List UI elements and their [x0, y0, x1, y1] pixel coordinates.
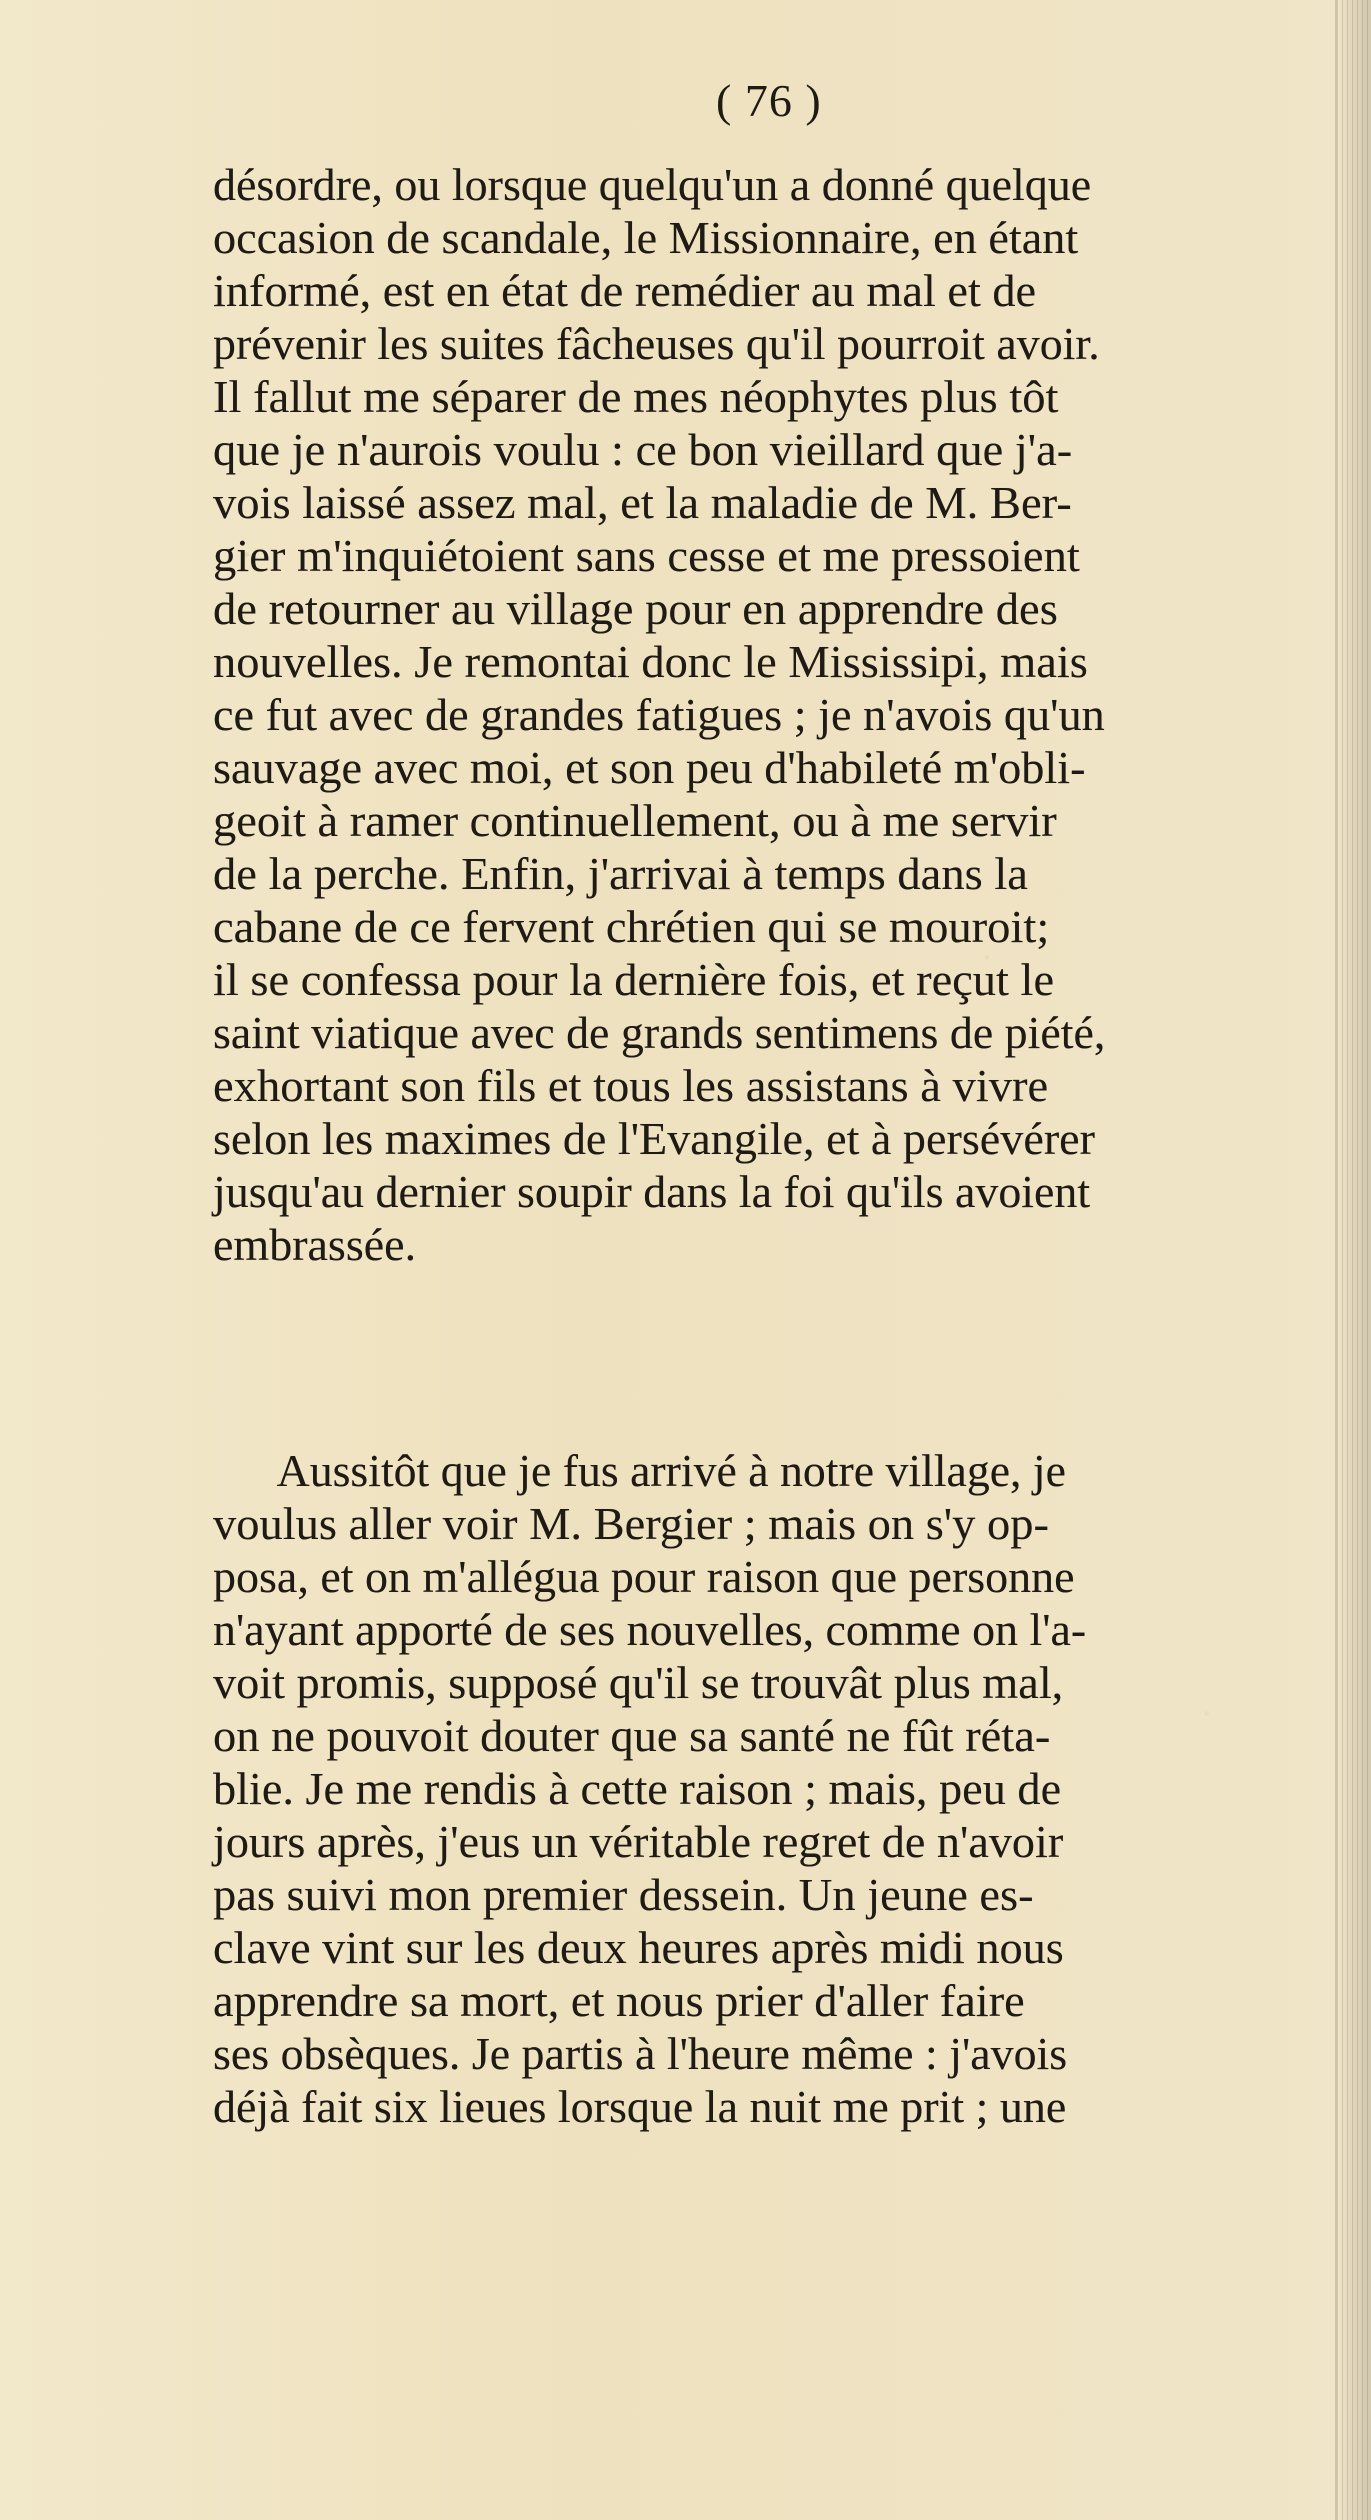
text-line: ses obsèques. Je partis à l'heure même : j'avois: [213, 2028, 1068, 2079]
text-line: informé, est en état de remédier au mal et de: [213, 265, 1037, 316]
text-line: apprendre sa mort, et nous prier d'aller faire: [213, 1975, 1025, 2026]
text-line: vois laissé assez mal, et la maladie de M. Ber-: [213, 477, 1072, 528]
text-line: prévenir les suites fâcheuses qu'il pourroit avoir.: [213, 318, 1100, 369]
text-line: clave vint sur les deux heures après midi nous: [213, 1922, 1064, 1973]
text-line: embrassée.: [213, 1219, 417, 1270]
text-line: saint viatique avec de grands sentimens de piété,: [213, 1007, 1106, 1058]
text-line: de la perche. Enfin, j'arrivai à temps dans la: [213, 848, 1028, 899]
page-number: ( 76 ): [716, 75, 822, 126]
text-line: nouvelles. Je remontai donc le Mississipi, mais: [213, 636, 1088, 687]
text-line: ce fut avec de grandes fatigues ; je n'avois qu'un: [213, 689, 1105, 740]
text-line: Il fallut me séparer de mes néophytes plus tôt: [213, 371, 1059, 422]
paragraph-two: [213, 1444, 1323, 2133]
paragraph-one: [213, 158, 1323, 1271]
text-line: occasion de scandale, le Missionnaire, en étant: [213, 212, 1079, 263]
text-line: pas suivi mon premier dessein. Un jeune es-: [213, 1869, 1034, 1920]
text-line: Aussitôt que je fus arrivé à notre village, je: [276, 1445, 1066, 1496]
text-line: il se confessa pour la dernière fois, et reçut le: [213, 954, 1055, 1005]
text-line: jours après, j'eus un véritable regret de n'avoir: [213, 1816, 1064, 1867]
text-line: on ne pouvoit douter que sa santé ne fût réta-: [213, 1710, 1051, 1761]
text-line: jusqu'au dernier soupir dans la foi qu'ils avoient: [213, 1166, 1091, 1217]
text-line: geoit à ramer continuellement, ou à me servir: [213, 795, 1057, 846]
text-line: déjà fait six lieues lorsque la nuit me prit ; une: [213, 2081, 1067, 2132]
text-line: sauvage avec moi, et son peu d'habileté m'obli-: [213, 742, 1086, 793]
text-line: voulus aller voir M. Bergier ; mais on s'y op-: [213, 1498, 1049, 1549]
page-edge-shadow: [1337, 0, 1371, 2520]
text-line: blie. Je me rendis à cette raison ; mais, peu de: [213, 1763, 1062, 1814]
text-line: selon les maximes de l'Evangile, et à persévérer: [213, 1113, 1096, 1164]
text-line: exhortant son fils et tous les assistans à vivre: [213, 1060, 1049, 1111]
text-line: que je n'aurois voulu : ce bon vieillard que j'a-: [213, 424, 1073, 475]
text-line: n'ayant apporté de ses nouvelles, comme on l'a-: [213, 1604, 1087, 1655]
text-line: de retourner au village pour en apprendre des: [213, 583, 1058, 634]
text-line: posa, et on m'allégua pour raison que personne: [213, 1551, 1075, 1602]
text-line: voit promis, supposé qu'il se trouvât plus mal,: [213, 1657, 1064, 1708]
text-line: cabane de ce fervent chrétien qui se mouroit;: [213, 901, 1050, 952]
text-line: désordre, ou lorsque quelqu'un a donné quelque: [213, 159, 1092, 210]
text-line: gier m'inquiétoient sans cesse et me pressoient: [213, 530, 1080, 581]
